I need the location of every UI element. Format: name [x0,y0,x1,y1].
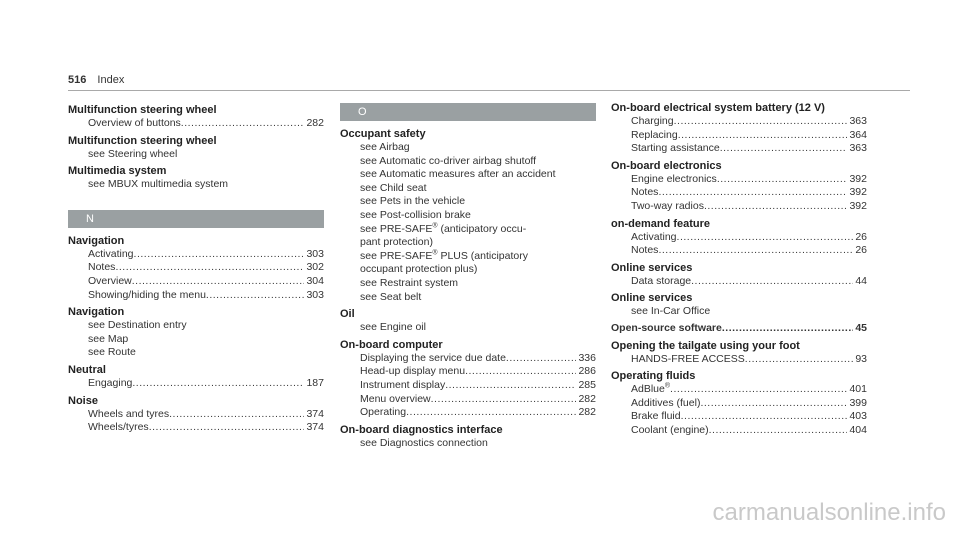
section-letter-bar: N [68,210,324,228]
index-column-2 [340,103,596,453]
index-term: on-demand feature [611,217,711,230]
page-number: 516 [68,74,87,86]
index-term: On-board electronics [611,159,722,172]
index-subentry [611,410,867,424]
subentry-text [631,142,720,156]
subentry-text [360,168,556,182]
dot-leader [720,142,848,156]
subentry-label: see Pets in the vehicle [360,195,466,208]
subentry-text [360,365,465,379]
subentry-text [360,277,458,291]
subentry-text [88,261,115,275]
dot-leader [677,231,854,245]
index-subentry [611,275,867,289]
dot-leader [700,397,847,411]
index-subentry [611,200,867,214]
index-subentry [611,115,867,129]
index-entry [68,164,324,192]
subentry-text [631,305,710,319]
page-reference: 363 [849,142,867,155]
subentry-label: Menu overview [360,392,431,405]
dot-leader [431,393,577,407]
page-reference: 403 [849,410,867,423]
registered-mark: ® [432,249,438,257]
subentry-text [88,289,206,303]
subentry-text [631,353,745,367]
subentry-text [88,408,169,422]
index-subentry [68,248,324,262]
subentry-label: Engaging [88,376,133,389]
index-subentry [340,223,596,237]
dot-leader [181,117,305,131]
index-term: Multimedia system [68,165,167,178]
index-term: Noise [68,394,98,407]
dot-leader [658,186,847,200]
subentry-label: Engine electronics [631,172,717,185]
subentry-continuation: PLUS (anticipatory [437,249,528,262]
page-header [68,74,124,86]
index-subentry [68,408,324,422]
index-subentry [340,352,596,366]
subentry-label: Head-up display menu [360,365,466,378]
subentry-text [631,383,670,397]
subentry-label: see PRE-SAFE [360,222,433,235]
page-reference: 286 [578,365,596,378]
dot-leader [670,383,847,397]
subentry-label: occupant protection plus) [360,263,478,276]
index-subentry [68,421,324,435]
index-subentry [68,261,324,275]
index-column-3 [611,101,867,441]
page-reference: 282 [578,406,596,419]
subentry-label: Additives (fuel) [631,396,701,409]
page-reference: 302 [306,261,324,274]
subentry-label: Data storage [631,274,692,287]
index-term: Navigation [68,306,125,319]
subentry-text [631,275,691,289]
index-subentry [611,173,867,187]
index-entry [611,291,867,319]
dot-leader [132,377,304,391]
subentry-text [631,186,658,200]
subentry-text [631,397,700,411]
index-term: On-board electrical system battery (12 V) [611,102,825,114]
subentry-text [360,321,426,335]
page-reference: 374 [306,421,324,434]
index-subentry [340,182,596,196]
dot-leader [717,173,848,187]
index-subentry [68,275,324,289]
subentry-text [360,223,526,237]
subentry-label: Notes [631,186,659,199]
page-reference: 45 [855,321,867,334]
index-subentry [611,397,867,411]
dot-leader [134,248,305,262]
index-subentry [68,333,324,347]
subentry-label: see PRE-SAFE [360,249,433,262]
section-letter-bar: O [340,103,596,121]
subentry-label: see Diagnostics connection [360,436,488,449]
index-entry [340,127,596,304]
subentry-label: HANDS-FREE ACCESS [631,352,745,365]
index-subentry [340,195,596,209]
subentry-text [88,248,134,262]
subentry-label: see Post-collision brake [360,208,471,221]
subentry-text [360,263,477,277]
page-title: Index [97,74,125,86]
dot-leader [681,410,848,424]
subentry-label: Wheels/tyres [88,421,149,434]
index-entry [611,322,867,336]
index-subentry [340,277,596,291]
page-reference: 282 [306,117,324,129]
page-reference: 363 [849,115,867,127]
page-reference: 364 [849,128,867,141]
subentry-label: see Automatic co-driver airbag shutoff [360,154,537,167]
subentry-label: see Route [88,346,136,359]
registered-mark: ® [432,222,438,230]
index-subentry [340,209,596,223]
index-term: Oil [340,308,355,321]
dot-leader [709,424,848,438]
index-entry [611,369,867,437]
subentry-label: Overview [88,274,132,287]
subentry-text [88,117,181,131]
index-subentry [340,141,596,155]
page-reference: 401 [849,383,867,396]
subentry-label: see Automatic measures after an accident [360,168,556,181]
index-entry [611,261,867,289]
dot-leader [691,275,853,289]
index-subentry [340,291,596,305]
page-reference: 374 [306,407,324,420]
index-term: Navigation [68,234,125,247]
index-entry [340,307,596,335]
index-term: Occupant safety [340,128,426,140]
subentry-label: see Child seat [360,181,427,194]
dot-leader [406,406,576,420]
index-subentry [340,250,596,264]
page-reference: 93 [855,352,867,365]
subentry-label: Displaying the service due date [360,351,506,364]
index-subentry [340,168,596,182]
dot-leader [465,365,576,379]
index-subentry [611,129,867,143]
subentry-label: Operating [360,406,407,419]
index-subentry [611,353,867,367]
dot-leader [132,275,305,289]
subentry-text [631,173,717,187]
index-subentry [611,142,867,156]
subentry-text [88,319,187,333]
index-subentry [611,305,867,319]
index-subentry [340,393,596,407]
index-entry [68,305,324,360]
index-entry [68,394,324,435]
watermark: carmanualsonline.info [712,499,946,526]
index-term-text: Open-source software [611,321,722,334]
page-reference: 187 [306,376,324,389]
index-term: Online services [611,292,693,305]
index-subentry [340,365,596,379]
subentry-label: Showing/hiding the menu [88,288,206,301]
index-subentry [68,377,324,391]
page-reference: 392 [849,186,867,199]
index-column-1 [68,103,324,438]
subentry-text [360,406,406,420]
page-reference: 303 [306,247,324,260]
subentry-text [88,148,177,162]
index-term: Online services [611,261,693,274]
subentry-label: Two-way radios [631,199,704,212]
subentry-label: Activating [631,230,677,243]
subentry-label: Replacing [631,128,678,141]
index-subentry [68,117,324,131]
subentry-text [631,129,678,143]
dot-leader [115,261,304,275]
subentry-text [360,141,410,155]
subentry-label: see MBUX multimedia system [88,178,229,191]
subentry-label: Notes [631,244,659,257]
dot-leader [506,352,577,366]
subentry-text [360,236,433,250]
dot-leader [678,129,848,143]
subentry-text [360,155,536,169]
page-reference: 304 [306,274,324,287]
index-entry [611,159,867,214]
index-subentry [68,346,324,360]
dot-leader [445,379,576,393]
subentry-label: Instrument display [360,378,446,391]
subentry-text [88,275,132,289]
subentry-text [360,182,427,196]
subentry-text [360,250,528,264]
subentry-text [360,437,488,451]
index-subentry [340,155,596,169]
dot-leader [149,421,305,435]
index-subentry [611,244,867,258]
index-term: Neutral [68,363,106,376]
subentry-text [88,346,136,360]
subentry-text [360,352,506,366]
subentry-continuation: (anticipatory occu- [437,222,527,235]
page-reference: 336 [578,351,596,364]
subentry-text [360,291,421,305]
subentry-label: see Airbag [360,141,410,153]
index-term: Opening the tailgate using your foot [611,339,800,352]
index-entry [68,103,324,131]
index-subentry [340,437,596,451]
dot-leader [704,200,848,214]
subentry-text [631,244,658,258]
page-reference: 404 [849,423,867,436]
index-entry [68,234,324,302]
index-term: On-board diagnostics interface [340,423,503,436]
subentry-label: see Restraint system [360,276,459,289]
subentry-text [88,333,128,347]
subentry-text [631,231,677,245]
index-entry [611,217,867,258]
index-subentry [611,186,867,200]
page-reference: 26 [855,244,867,257]
registered-mark: ® [664,382,671,390]
index-entry [611,339,867,367]
subentry-text [631,200,704,214]
page-reference: 303 [306,288,324,301]
index-subentry [68,319,324,333]
dot-leader [722,322,853,336]
index-entry [340,423,596,451]
index-entry [611,101,867,156]
index-term [611,322,867,336]
page-reference: 399 [849,396,867,409]
subentry-label: Charging [631,115,674,127]
dot-leader [206,289,305,303]
index-term: Multifunction steering wheel [68,104,217,116]
subentry-text [631,115,674,129]
dot-leader [169,408,304,422]
index-subentry [340,263,596,277]
page-reference: 282 [578,392,596,405]
index-subentry [340,236,596,250]
index-entry [340,338,596,420]
page-reference: 392 [849,199,867,212]
dot-leader [658,244,853,258]
index-entry [68,363,324,391]
page-reference: 285 [578,378,596,391]
page-reference: 392 [849,172,867,185]
subentry-text [360,195,465,209]
subentry-text [631,424,709,438]
subentry-text [88,421,149,435]
index-subentry [340,379,596,393]
index-subentry [611,424,867,438]
index-subentry [611,383,867,397]
subentry-text [88,178,228,192]
subentry-label: see Destination entry [88,319,187,332]
subentry-label: see Engine oil [360,321,426,334]
subentry-label: Activating [88,247,134,260]
subentry-text [360,393,431,407]
subentry-text [88,377,132,391]
index-subentry [611,231,867,245]
index-term: On-board computer [340,338,443,351]
subentry-text [631,410,681,424]
index-subentry [68,289,324,303]
subentry-label: see Map [88,332,129,345]
page-reference: 26 [855,230,867,243]
subentry-label: Notes [88,261,116,274]
subentry-text [360,379,445,393]
subentry-label: Brake fluid [631,410,681,423]
subentry-label: see Seat belt [360,290,422,303]
subentry-label: see In-Car Office [631,305,711,318]
subentry-label: Wheels and tyres [88,407,170,420]
dot-leader [674,115,848,129]
subentry-label: Overview of buttons [88,117,181,129]
subentry-label: Coolant (engine) [631,423,709,436]
subentry-label: Starting assistance [631,142,720,155]
index-subentry [68,178,324,192]
index-entry [68,134,324,162]
index-subentry [340,321,596,335]
page-reference: 44 [855,274,867,287]
index-term: Multifunction steering wheel [68,134,217,147]
subentry-text [360,209,471,223]
dot-leader [745,353,854,367]
subentry-label: pant protection) [360,236,433,249]
index-subentry [340,406,596,420]
index-term: Operating fluids [611,370,696,383]
subentry-label: AdBlue [631,383,665,396]
header-divider [68,90,910,91]
subentry-label: see Steering wheel [88,147,178,160]
index-subentry [68,148,324,162]
